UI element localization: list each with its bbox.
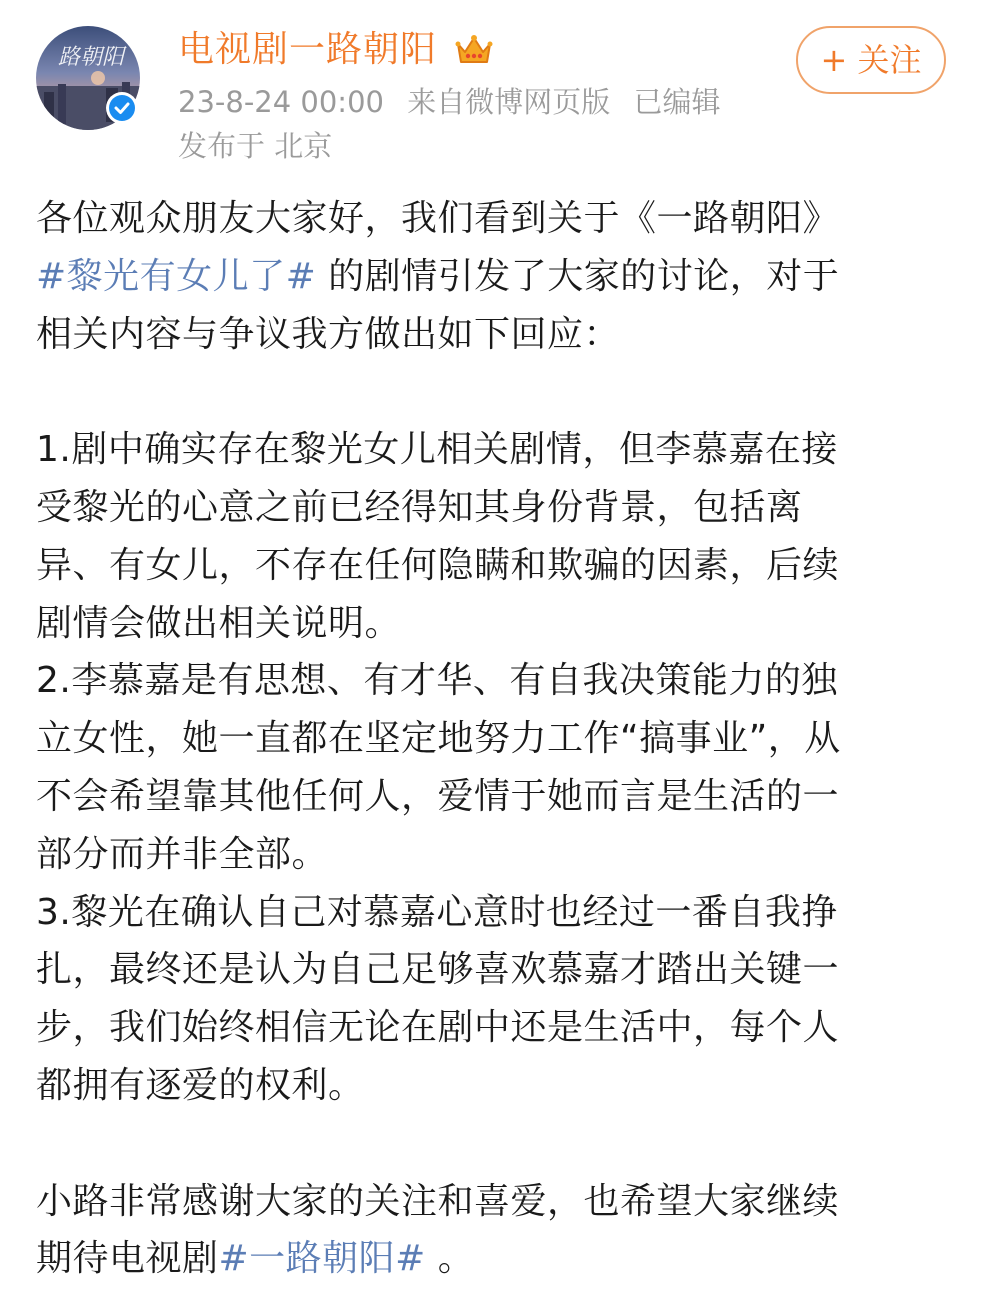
author-name[interactable]: 电视剧一路朝阳	[178, 29, 438, 70]
body-line: 不会希望靠其他任何人，爱情于她而言是生活的一	[36, 775, 840, 817]
body-line	[36, 1230, 946, 1288]
paragraph-gap	[36, 1115, 946, 1173]
body-line: 1.剧中确实存在黎光女儿相关剧情，但李慕嘉在接	[36, 429, 838, 471]
body-text: 期待电视剧	[36, 1238, 219, 1280]
post-location: 发布于 北京	[178, 129, 333, 163]
body-line: 2.李慕嘉是有思想、有才华、有自我决策能力的独	[36, 660, 838, 702]
follow-button[interactable]: + 关注	[796, 26, 946, 94]
body-line: 各位观众朋友大家好，我们看到关于《一路朝阳》	[36, 198, 840, 239]
body-line: 部分而并非全部。	[36, 833, 329, 875]
topic-link[interactable]: #黎光有女儿了#	[36, 255, 317, 297]
topic-link[interactable]: #一路朝阳#	[218, 1238, 426, 1280]
body-line: 扎，最终还是认为自己足够喜欢慕嘉才踏出关键一	[36, 949, 840, 991]
body-line	[36, 248, 946, 306]
body-line: 3.黎光在确认自己对慕嘉心意时也经过一番自我挣	[36, 891, 838, 933]
post-time[interactable]: 23-8-24 00:00	[178, 85, 384, 119]
verified-badge-icon	[106, 92, 138, 124]
avatar-calligraphy: 路朝阳	[58, 45, 125, 70]
body-line: 立女性，她一直都在坚定地努力工作“搞事业”，从	[36, 718, 841, 760]
crown-icon	[454, 32, 494, 68]
post-body	[36, 190, 946, 1288]
post-source: 来自微博网页版	[407, 85, 611, 119]
body-line: 都拥有逐爱的权利。	[36, 1064, 365, 1106]
post-header	[0, 0, 982, 180]
body-text: 的剧情引发了大家的讨论，对于	[316, 255, 840, 297]
body-line: 剧情会做出相关说明。	[36, 602, 402, 644]
post-meta	[178, 82, 734, 122]
body-text: 。	[425, 1238, 475, 1280]
body-line: 相关内容与争议我方做出如下回应：	[36, 313, 621, 355]
body-line: 受黎光的心意之前已经得知其身份背景，包括离	[36, 486, 803, 528]
body-line: 异、有女儿，不存在任何隐瞒和欺骗的因素，后续	[36, 544, 840, 586]
body-line: 小路非常感谢大家的关注和喜爱，也希望大家继续	[36, 1180, 840, 1222]
paragraph-gap	[36, 363, 946, 421]
body-line: 步，我们始终相信无论在剧中还是生活中，每个人	[36, 1007, 840, 1049]
edited-label[interactable]: 已编辑	[633, 85, 721, 119]
